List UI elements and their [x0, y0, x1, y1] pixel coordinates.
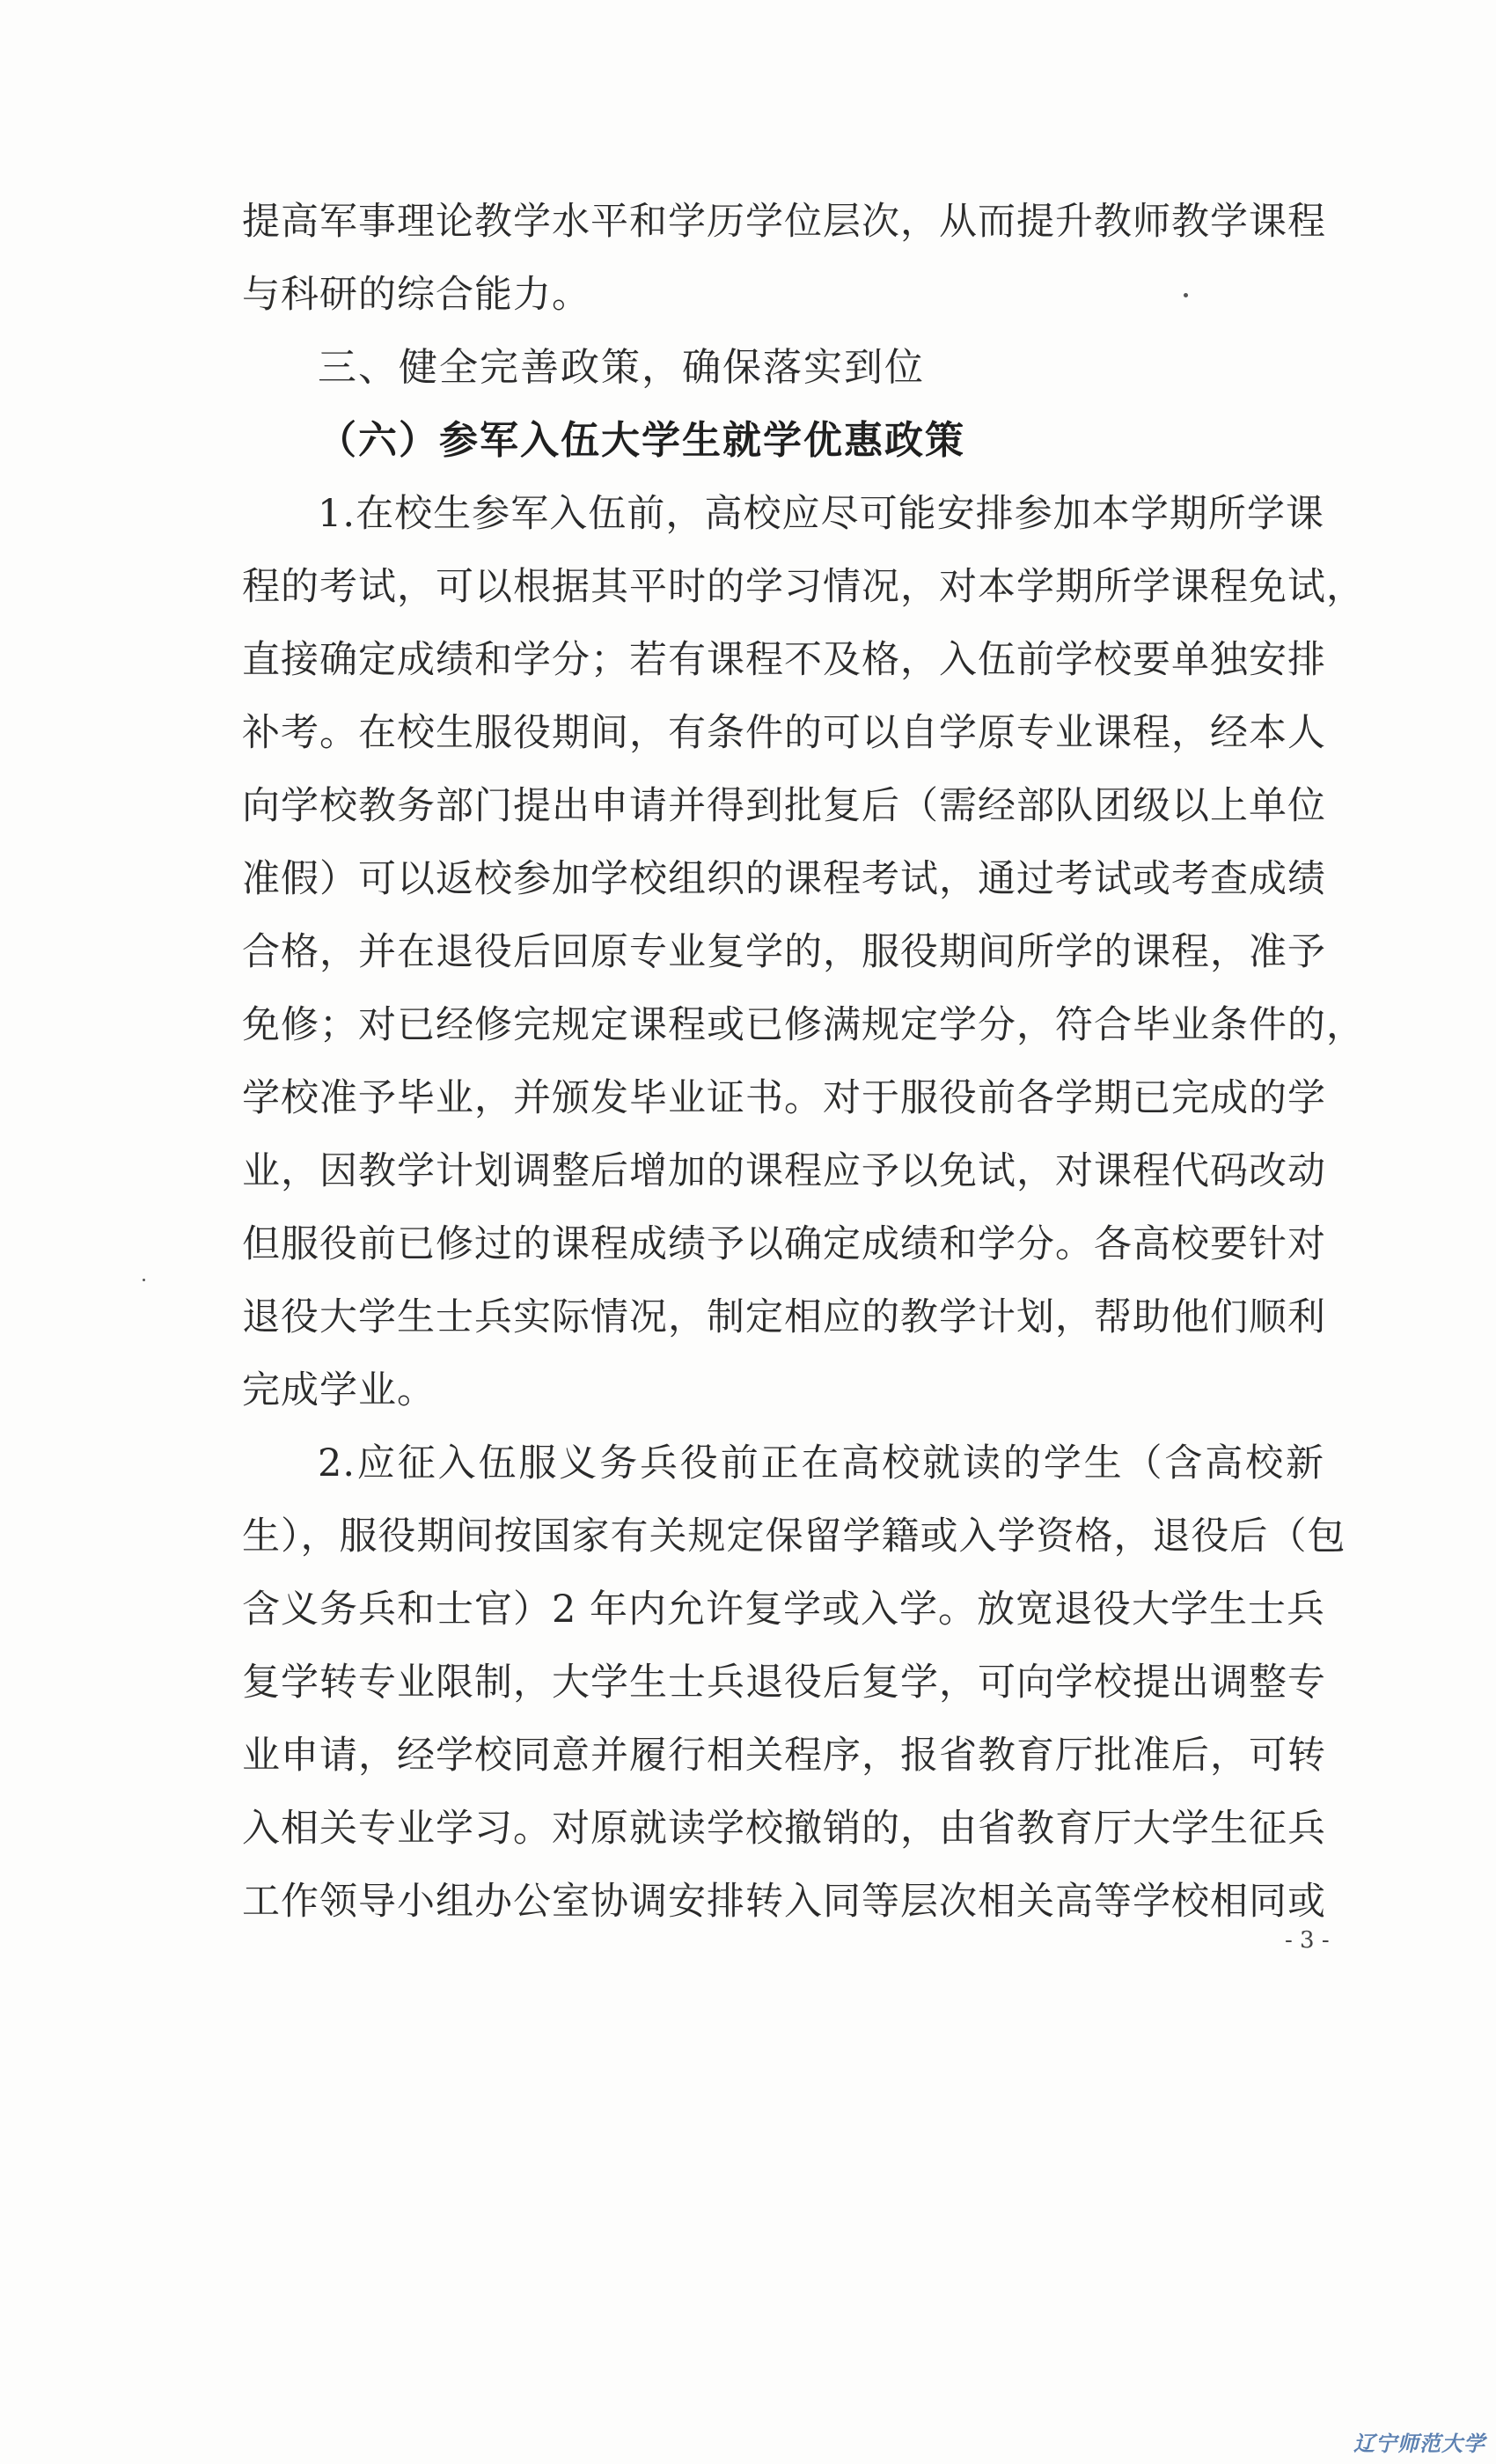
body-line: 业，因教学计划调整后增加的课程应予以免试，对课程代码改动 — [242, 1149, 1326, 1193]
body-line: 但服役前已修过的课程成绩予以确定成绩和学分。各高校要针对 — [242, 1222, 1326, 1266]
body-line: 生），服役期间按国家有关规定保留学籍或入学资格，退役后（包 — [242, 1514, 1346, 1558]
body-line: 入相关专业学习。对原就读学校撤销的，由省教育厅大学生征兵 — [242, 1807, 1326, 1851]
body-line: 程的考试，可以根据其平时的学习情况，对本学期所学课程免试， — [242, 565, 1365, 609]
page-number: - 3 - — [1285, 1927, 1330, 1954]
scan-speck — [1184, 293, 1188, 297]
scan-speck — [143, 1279, 145, 1281]
section-heading: 三、健全完善政策，确保落实到位 — [318, 345, 925, 390]
body-line: 补考。在校生服役期间，有条件的可以自学原专业课程，经本人 — [242, 711, 1326, 755]
body-line: 直接确定成绩和学分；若有课程不及格，入伍前学校要单独安排 — [242, 638, 1326, 682]
body-line: 向学校教务部门提出申请并得到批复后（需经部队团级以上单位 — [242, 784, 1326, 828]
body-line: 提高军事理论教学水平和学历学位层次，从而提升教师教学课程 — [242, 200, 1326, 244]
body-line: 业申请，经学校同意并履行相关程序，报省教育厅批准后，可转 — [242, 1734, 1326, 1778]
body-line: 完成学业。 — [242, 1368, 436, 1412]
body-line: 退役大学生士兵实际情况，制定相应的教学计划，帮助他们顺利 — [242, 1295, 1326, 1339]
body-line: 与科研的综合能力。 — [242, 273, 590, 317]
body-line: 学校准予毕业，并颁发毕业证书。对于服役前各学期已完成的学 — [242, 1076, 1326, 1120]
body-line: 含义务兵和士官）2 年内允许复学或入学。放宽退役大学生士兵 — [242, 1588, 1326, 1632]
paragraph-first-line: 2.应征入伍服义务兵役前正在高校就读的学生（含高校新 — [318, 1441, 1324, 1485]
body-line: 合格，并在退役后回原专业复学的，服役期间所学的课程，准予 — [242, 930, 1326, 974]
body-line: 免修；对已经修完规定课程或已修满规定学分，符合毕业条件的， — [242, 1003, 1365, 1047]
subsection-heading: （六）参军入伍大学生就学优惠政策 — [318, 418, 965, 463]
body-line: 复学转专业限制，大学生士兵退役后复学，可向学校提出调整专 — [242, 1661, 1326, 1705]
body-line: 工作领导小组办公室协调安排转入同等层次相关高等学校相同或 — [242, 1880, 1326, 1924]
body-line: 准假）可以返校参加学校组织的课程考试，通过考试或考查成绩 — [242, 857, 1326, 901]
paragraph-first-line: 1.在校生参军入伍前，高校应尽可能安排参加本学期所学课 — [318, 492, 1324, 536]
watermark-logo: 辽宁师范大学 — [1353, 2431, 1485, 2456]
